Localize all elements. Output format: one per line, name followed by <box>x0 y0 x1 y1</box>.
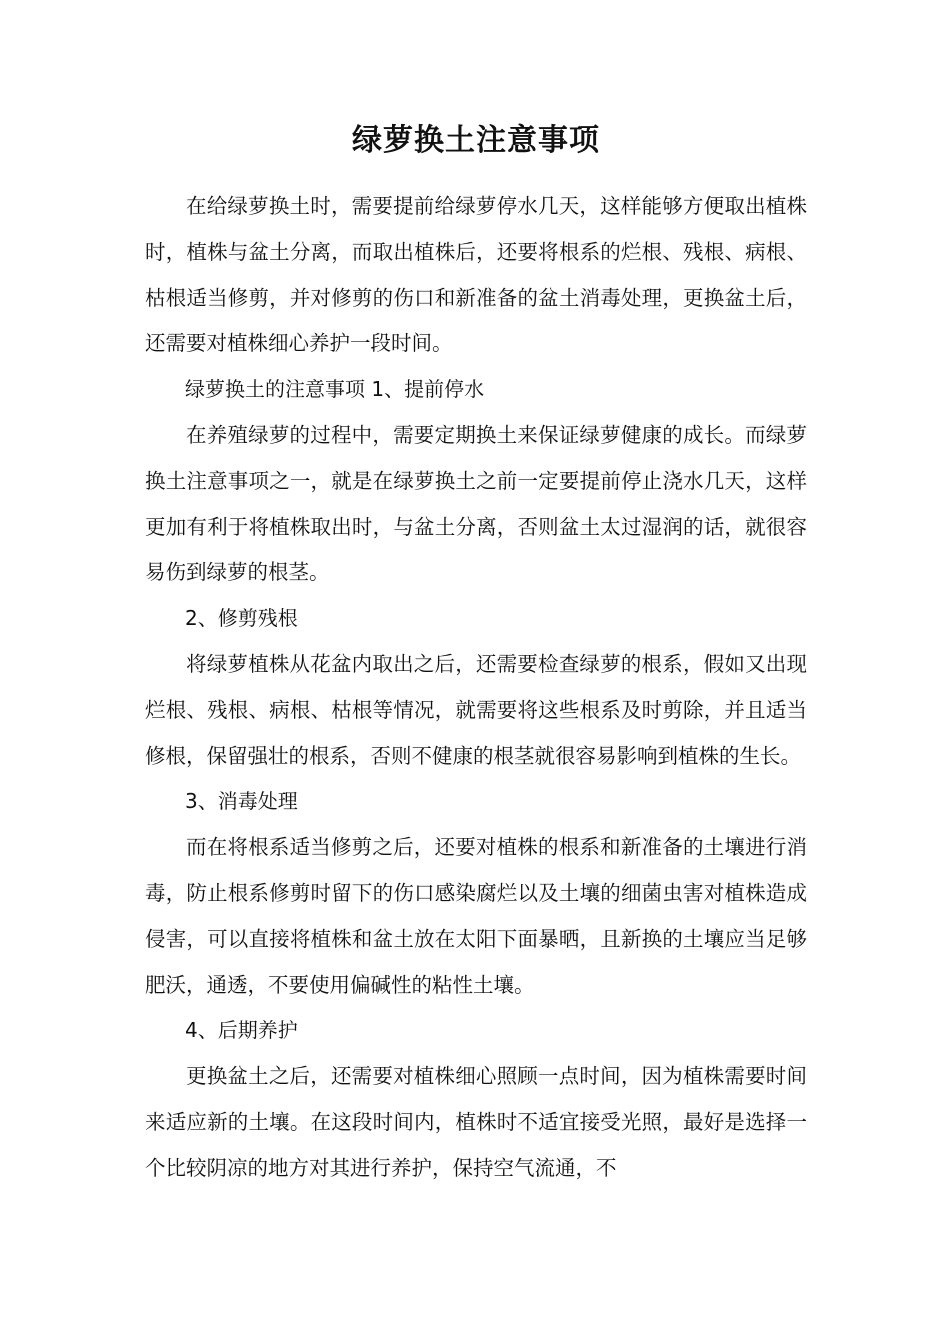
section-heading-stop-watering: 绿萝换土的注意事项 1、提前停水 <box>185 377 485 402</box>
section-heading-disinfect: 3、消毒处理 <box>185 789 298 814</box>
document-title: 绿萝换土注意事项 <box>352 123 600 158</box>
intro-paragraph: 在给绿萝换土时，需要提前给绿萝停水几天，这样能够方便取出植株时，植株与盆土分离，而取出植株后，还要将根系的烂根、残根、病根、枯根适当修剪，并对修剪的伤口和新准备的盆土消毒处理，更换盆土后，还需要对植株细心养护一段时间。 <box>145 194 807 356</box>
section-heading-aftercare: 4、后期养护 <box>185 1018 298 1043</box>
section-body-trim-roots: 将绿萝植株从花盆内取出之后，还需要检查绿萝的根系，假如又出现烂根、残根、病根、枯根等情况，就需要将这些根系及时剪除，并且适当修根，保留强壮的根系，否则不健康的根茎就很容易影响到植株的生长。 <box>145 651 807 768</box>
section-body-disinfect: 而在将根系适当修剪之后，还要对植株的根系和新准备的土壤进行消毒，防止根系修剪时留下的伤口感染腐烂以及土壤的细菌虫害对植株造成侵害，可以直接将植株和盆土放在太阳下面暴晒，且新换的土壤应当足够肥沃，通透，不要使用偏碱性的粘性土壤。 <box>145 835 807 997</box>
section-body-stop-watering: 在养殖绿萝的过程中，需要定期换土来保证绿萝健康的成长。而绿萝换土注意事项之一，就是在绿萝换土之前一定要提前停止浇水几天，这样更加有利于将植株取出时，与盆土分离，否则盆土太过湿润的话，就很容易伤到绿萝的根茎。 <box>145 422 807 585</box>
document-content <box>145 112 807 1192</box>
section-body-aftercare: 更换盆土之后，还需要对植株细心照顾一点时间，因为植株需要时间来适应新的土壤。在这段时间内，植株时不适宜接受光照，最好是选择一个比较阴凉的地方对其进行养护，保持空气流通，不 <box>145 1064 807 1180</box>
section-heading-trim-roots: 2、修剪残根 <box>185 606 298 631</box>
